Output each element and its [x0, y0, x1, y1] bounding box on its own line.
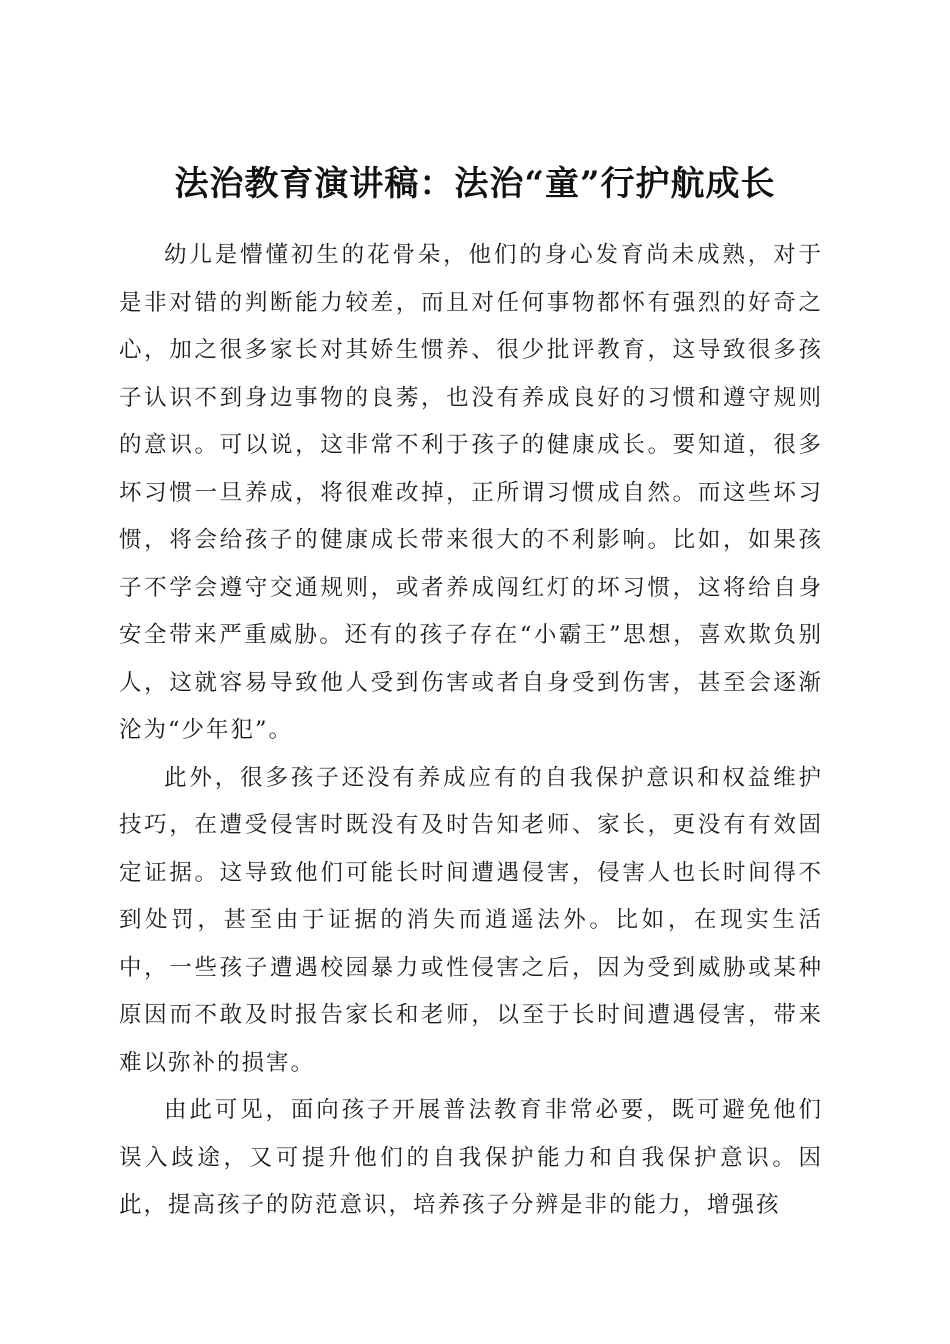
- paragraph-1: 幼儿是懵懂初生的花骨朵，他们的身心发育尚未成熟，对于是非对错的判断能力较差，而且对任何事物都怀有强烈的好奇之心，加之很多家长对其娇生惯养、很少批评教育，这导致很多孩子认识不到身边事物的良莠，也没有养成良好的习惯和遵守规则的意识。可以说，这非常不利于孩子的健康成长。要知道，很多坏习惯一旦养成，将很难改掉，正所谓习惯成自然。而这些坏习惯，将会给孩子的健康成长带来很大的不利影响。比如，如果孩子不学会遵守交通规则，或者养成闯红灯的坏习惯，这将给自身安全带来严重威胁。还有的孩子存在“小霸王”思想，喜欢欺负别人，这就容易导致他人受到伤害或者自身受到伤害，甚至会逐渐沦为“少年犯”。: [119, 242, 823, 743]
- document-title: 法治教育演讲稿：法治“童”行护航成长: [174, 163, 776, 204]
- document-body: [119, 232, 823, 1230]
- paragraph-2: 此外，很多孩子还没有养成应有的自我保护意识和权益维护技巧，在遭受侵害时既没有及时告知老师、家长，更没有有效固定证据。这导致他们可能长时间遭遇侵害，侵害人也长时间得不到处罚，甚至由于证据的消失而逍遥法外。比如，在现实生活中，一些孩子遭遇校园暴力或性侵害之后，因为受到威胁或某种原因而不敢及时报告家长和老师，以至于长时间遭遇侵害，带来难以弥补的损害。: [119, 764, 823, 1076]
- paragraph-3: 由此可见，面向孩子开展普法教育非常必要，既可避免他们误入歧途，又可提升他们的自我保护能力和自我保护意识。因此，提高孩子的防范意识，培养孩子分辨是非的能力，增强孩: [119, 1097, 823, 1218]
